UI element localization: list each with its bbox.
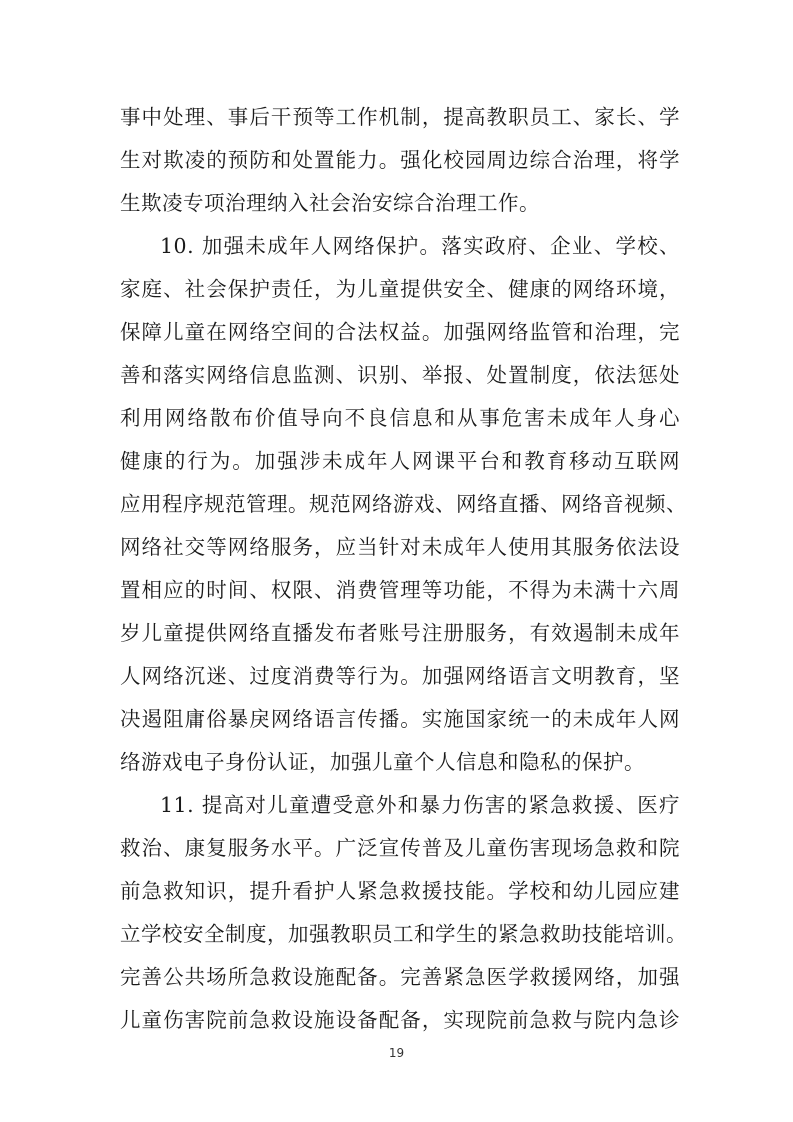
text-line: 人网络沉迷、过度消费等行为。加强网络语言文明教育，坚 [120,664,680,688]
text-line: 家庭、社会保护责任，为儿童提供安全、健康的网络环境， [120,277,680,301]
section-heading-line: 10. 加强未成年人网络保护。落实政府、企业、学校、 [160,234,680,258]
text-line: 健康的行为。加强涉未成年人网课平台和教育移动互联网 [120,449,680,473]
text-line: 救治、康复服务水平。广泛宣传普及儿童伤害现场急救和院 [120,836,680,860]
text-line: 事中处理、事后干预等工作机制，提高教职员工、家长、学 [120,105,680,129]
page-number: 19 [388,1046,405,1060]
text-line: 络游戏电子身份认证，加强儿童个人信息和隐私的保护。 [120,750,645,774]
section-heading-line: 11. 提高对儿童遭受意外和暴力伤害的紧急救援、医疗 [160,793,680,817]
text-line: 儿童伤害院前急救设施设备配备，实现院前急救与院内急诊 [120,1008,680,1032]
text-line: 网络社交等网络服务，应当针对未成年人使用其服务依法设 [120,535,680,559]
text-line: 完善公共场所急救设施配备。完善紧急医学救援网络，加强 [120,965,680,989]
text-line: 保障儿童在网络空间的合法权益。加强网络监管和治理，完 [120,320,680,344]
text-line: 前急救知识，提升看护人紧急救援技能。学校和幼儿园应建 [120,879,680,903]
text-line: 利用网络散布价值导向不良信息和从事危害未成年人身心 [120,406,680,430]
text-line: 岁儿童提供网络直播发布者账号注册服务，有效遏制未成年 [120,621,680,645]
text-line: 应用程序规范管理。规范网络游戏、网络直播、网络音视频、 [120,492,687,516]
text-line: 生对欺凌的预防和处置能力。强化校园周边综合治理，将学 [120,148,680,172]
text-line: 生欺凌专项治理纳入社会治安综合治理工作。 [120,191,540,215]
text-line: 善和落实网络信息监测、识别、举报、处置制度，依法惩处 [120,363,680,387]
text-line: 置相应的时间、权限、消费管理等功能，不得为未满十六周 [120,578,680,602]
text-line: 立学校安全制度，加强教职员工和学生的紧急救助技能培训。 [120,922,687,946]
text-line: 决遏阻庸俗暴戾网络语言传播。实施国家统一的未成年人网 [120,707,680,731]
